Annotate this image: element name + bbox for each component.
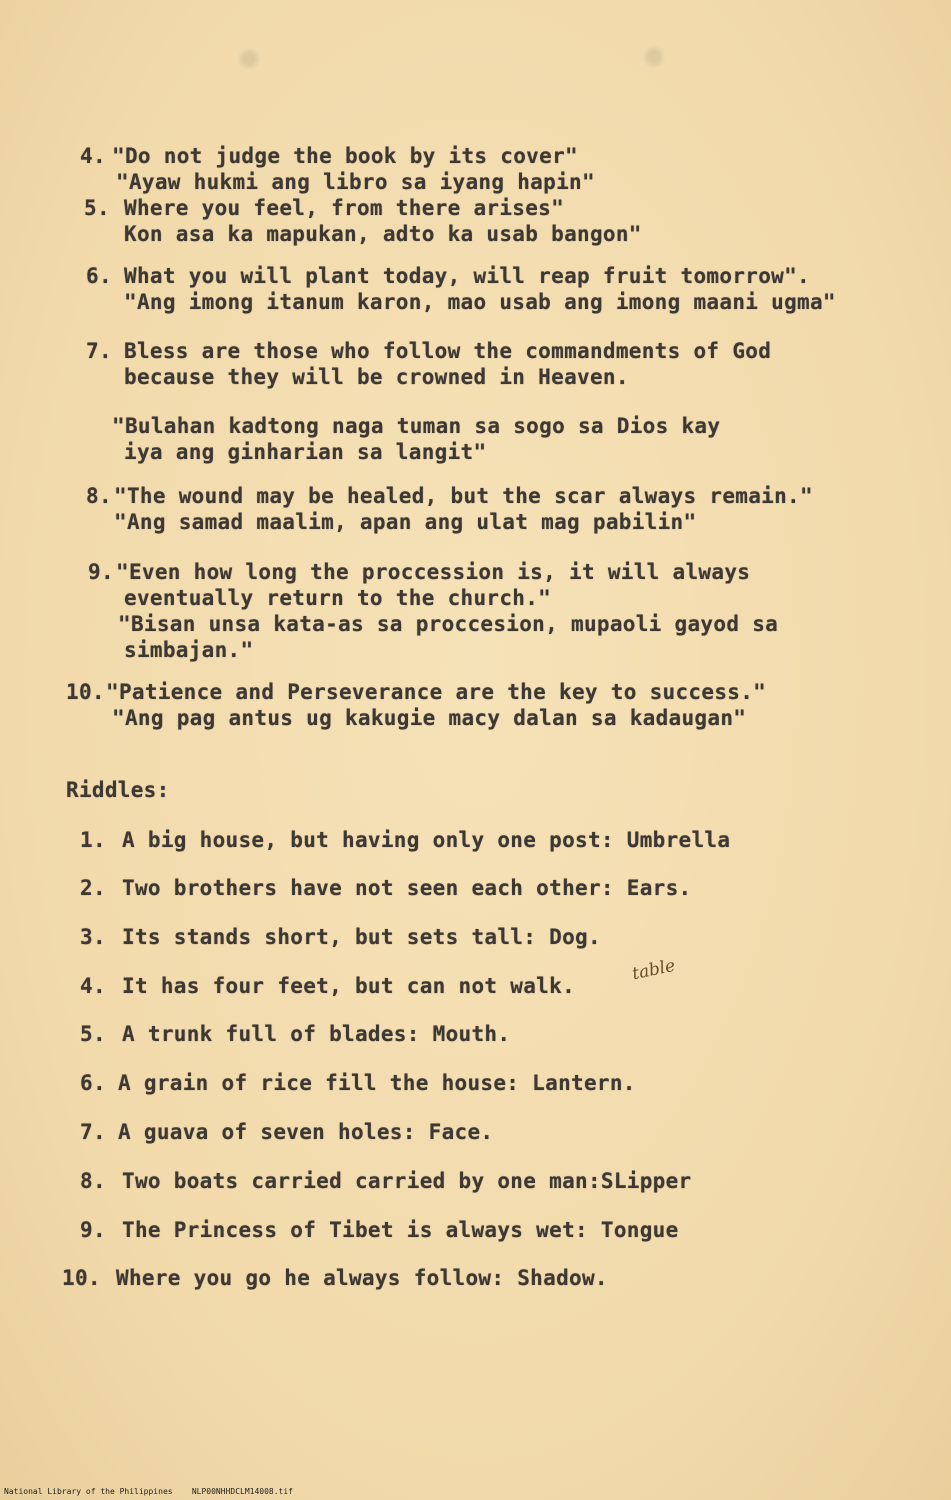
riddle-number: 5.	[80, 1022, 106, 1046]
riddle-text: A trunk full of blades: Mouth.	[122, 1022, 511, 1046]
proverb-cebuano: "Bulahan kadtong naga tuman sa sogo sa Dios kay	[112, 414, 721, 438]
proverb-number: 5.	[84, 196, 110, 220]
proverb-english: "Do not judge the book by its cover"	[112, 144, 578, 168]
proverb-english: "The wound may be healed, but the scar always remain."	[114, 484, 813, 508]
punch-hole-left	[236, 48, 262, 70]
riddle-number: 2.	[80, 876, 106, 900]
riddle-text: A grain of rice fill the house: Lantern.	[118, 1071, 636, 1095]
riddle-number: 10.	[62, 1266, 101, 1290]
riddle-text: Where you go he always follow: Shadow.	[116, 1266, 608, 1290]
proverb-cebuano: "Bisan unsa kata-as sa proccesion, mupaoli gayod sa	[118, 612, 779, 636]
riddle-text: A guava of seven holes: Face.	[118, 1120, 494, 1144]
riddle-number: 6.	[80, 1071, 106, 1095]
riddle-number: 7.	[80, 1120, 106, 1144]
proverb-number: 7.	[86, 339, 112, 363]
riddle-text: The Princess of Tibet is always wet: Tongue	[122, 1218, 679, 1242]
proverb-english: What you will plant today, will reap fruit tomorrow".	[124, 264, 810, 288]
riddle-text: It has four feet, but can not walk.	[122, 974, 576, 998]
punch-hole-right	[641, 46, 667, 68]
proverb-english: Bless are those who follow the commandments of God	[124, 339, 772, 363]
proverb-english: "Patience and Perseverance are the key to success."	[106, 680, 767, 704]
riddle-number: 9.	[80, 1218, 106, 1242]
riddle-number: 1.	[80, 828, 106, 852]
proverb-number: 9.	[88, 560, 114, 584]
riddle-number: 4.	[80, 974, 106, 998]
proverb-cebuano: "Ang imong itanum karon, mao usab ang imong maani ugma"	[124, 290, 836, 314]
proverb-number: 10.	[66, 680, 105, 704]
riddle-text: A big house, but having only one post: Umbrella	[122, 828, 731, 852]
proverb-number: 4.	[80, 144, 106, 168]
handwritten-answer: table	[630, 955, 677, 985]
riddles-heading: Riddles:	[66, 778, 170, 802]
scan-footer: National Library of the Philippines NLP00NHHDCLM14008.tif	[4, 1487, 293, 1496]
proverb-cebuano: "Ang pag antus ug kakugie macy dalan sa kadaugan"	[112, 706, 747, 730]
proverb-english-cont: eventually return to the church."	[124, 586, 552, 610]
proverb-number: 8.	[86, 484, 112, 508]
proverb-english: Where you feel, from there arises"	[124, 196, 565, 220]
proverb-cebuano: "Ang samad maalim, apan ang ulat mag pabilin"	[114, 510, 697, 534]
proverb-cebuano-cont: simbajan."	[124, 638, 254, 662]
proverb-number: 6.	[86, 264, 112, 288]
riddle-text: Two boats carried carried by one man:SLipper	[122, 1169, 692, 1193]
riddle-number: 8.	[80, 1169, 106, 1193]
proverb-english-cont: because they will be crowned in Heaven.	[124, 365, 629, 389]
proverb-cebuano-cont: iya ang ginharian sa langit"	[124, 440, 487, 464]
proverb-cebuano: "Ayaw hukmi ang libro sa iyang hapin"	[116, 170, 595, 194]
proverb-english: "Even how long the proccession is, it will always	[116, 560, 751, 584]
proverb-cebuano: Kon asa ka mapukan, adto ka usab bangon"	[124, 222, 642, 246]
riddle-number: 3.	[80, 925, 106, 949]
riddle-text: Its stands short, but sets tall: Dog.	[122, 925, 601, 949]
riddle-text: Two brothers have not seen each other: Ears.	[122, 876, 692, 900]
